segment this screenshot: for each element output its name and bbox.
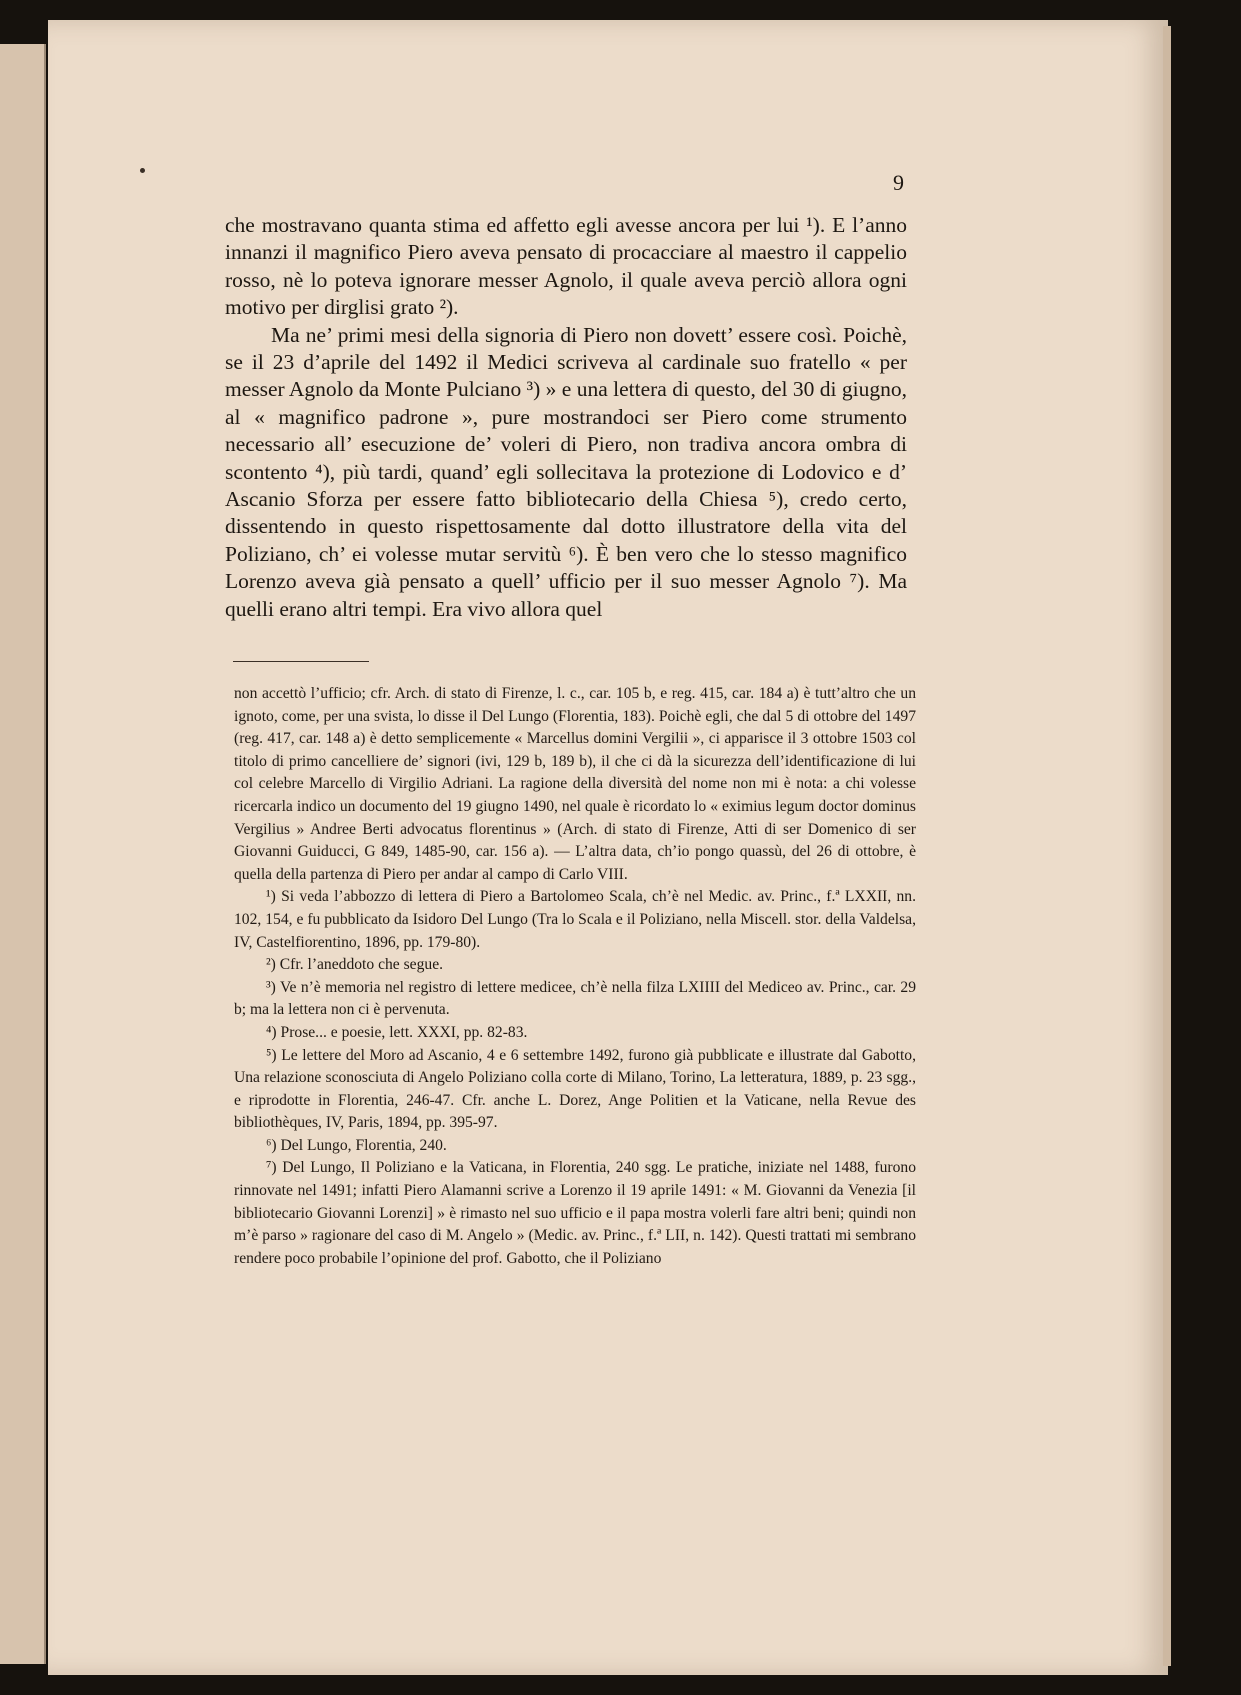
footnote: ⁴) Prose... e poesie, lett. XXXI, pp. 82-83. — [266, 1023, 528, 1041]
footnote: ¹) Si veda l’abbozzo di lettera di Piero a Bartolomeo Scala, ch’è nel Medic. av. Princ., f.ª LXXII, nn. 102, 154, e fu pubblicato da Isidoro Del Lungo (Tra lo Scala e il Poliziano, nella Miscell. stor. della Valdelsa, IV, Castelfiorentino, 1896, pp. 179-80). — [234, 888, 916, 951]
footnote: ⁷) Del Lungo, Il Poliziano e la Vaticana, in Florentia, 240 sgg. Le pratiche, iniziate nel 1488, furono rinnovate nel 1491; infatti Piero Alamanni scrive a Lorenzo il 19 aprile 1491: « M. Giovanni da Venezia [il bibliotecario Giovanni Lorenzi] » è rimasto nel suo ufficio e il papa mostra volerli fare altri beni; quindi non m’è parso » ragionare del caso di M. Angelo » (Medic. av. Princ., f.ª LII, n. 142). Questi trattati mi sembrano rendere poco probabile l’opinione del prof. Gabotto, che il Poliziano — [234, 1159, 916, 1267]
footnote: ³) Ve n’è memoria nel registro di lettere medicee, ch’è nella filza LXIIII del Mediceo av. Princ., car. 29 b; ma la lettera non ci è pervenuta. — [234, 978, 916, 1019]
footnote-continuation: non accettò l’ufficio; cfr. Arch. di stato di Firenze, l. c., car. 105 b, e reg. 415, car. 184 a) è tutt’altro che un ignoto, come, per una svista, lo disse il Del Lungo (Florentia, 183). Poichè egli, che dal 5 di ottobre del 1497 (reg. 417, car. 148 a) è detto semplicemente « Marcellus domini Vergilii », ci apparisce il 3 ottobre 1503 col titolo di primo cancelliere de’ signori (ivi, 129 b, 189 b), il che ci dà la sicurezza dell’identificazione di lui col celebre Marcello di Virgilio Adriani. La ragione della diversità del nome non mi è nota: a chi volesse ricercarla indico un documento del 19 giugno 1490, nel quale è ricordato lo « eximius legum doctor dominus Vergilius » Andree Berti advocatus florentinus » (Arch. di stato di Firenze, Atti di ser Domenico di ser Giovanni Guiducci, G 849, 1485-90, car. 156 a). — L’altra data, ch’io pongo quassù, del 26 di ottobre, è quella della partenza di Piero per andar al campo di Carlo VIII. — [234, 685, 916, 883]
paragraph: Ma ne’ primi mesi della signoria di Piero non dovett’ essere così. Poichè, se il 23 d’aprile del 1492 il Medici scriveva al cardinale suo fratello « per messer Agnolo da Monte Pulciano ³) » e una lettera di questo, del 30 di giugno, al « magnifico padrone », pure mostrandoci ser Piero come strumento necessario all’ esecuzione de’ voleri di Piero, non tradiva ancora ombra di scontento ⁴), più tardi, quand’ egli sollecitava la protezione di Lodovico e d’ Ascanio Sforza per essere fatto bibliotecario della Chiesa ⁵), credo certo, dissentendo in questo rispettosamente dal dotto illustratore della vita del Poliziano, ch’ ei volesse mutar servitù ⁶). È ben vero che lo stesso magnifico Lorenzo aveva già pensato a quell’ ufficio per il suo messer Agnolo ⁷). Ma quelli erano altri tempi. Era vivo allora quel — [225, 322, 907, 621]
footnote: ²) Cfr. l’aneddoto che segue. — [266, 956, 444, 974]
footnote-rule — [233, 661, 369, 662]
footnote: ⁶) Del Lungo, Florentia, 240. — [266, 1136, 447, 1154]
footnotes — [234, 683, 916, 1270]
main-text — [225, 212, 907, 623]
facing-page-edge — [0, 44, 46, 1664]
page-number: 9 — [893, 170, 904, 195]
ink-speck — [140, 168, 145, 173]
footnote: ⁵) Le lettere del Moro ad Ascanio, 4 e 6 settembre 1492, furono già pubblicate e illustrate dal Gabotto, Una relazione sconosciuta di Angelo Poliziano colla corte di Milano, Torino, La letteratura, 1889, p. 23 sgg., e riprodotte in Florentia, 246-47. Cfr. anche L. Dorez, Ange Politien et la Vaticane, nella Revue des bibliothèques, IV, Paris, 1894, pp. 395-97. — [234, 1046, 916, 1132]
page-fore-edge — [1163, 26, 1171, 1666]
paragraph: che mostravano quanta stima ed affetto egli avesse ancora per lui ¹). E l’anno innanzi il magnifico Piero aveva pensato di procacciare al maestro il cappelio rosso, nè lo poteva ignorare messer Agnolo, il quale aveva perciò allora ogni motivo per dirglisi grato ²). — [225, 213, 907, 320]
